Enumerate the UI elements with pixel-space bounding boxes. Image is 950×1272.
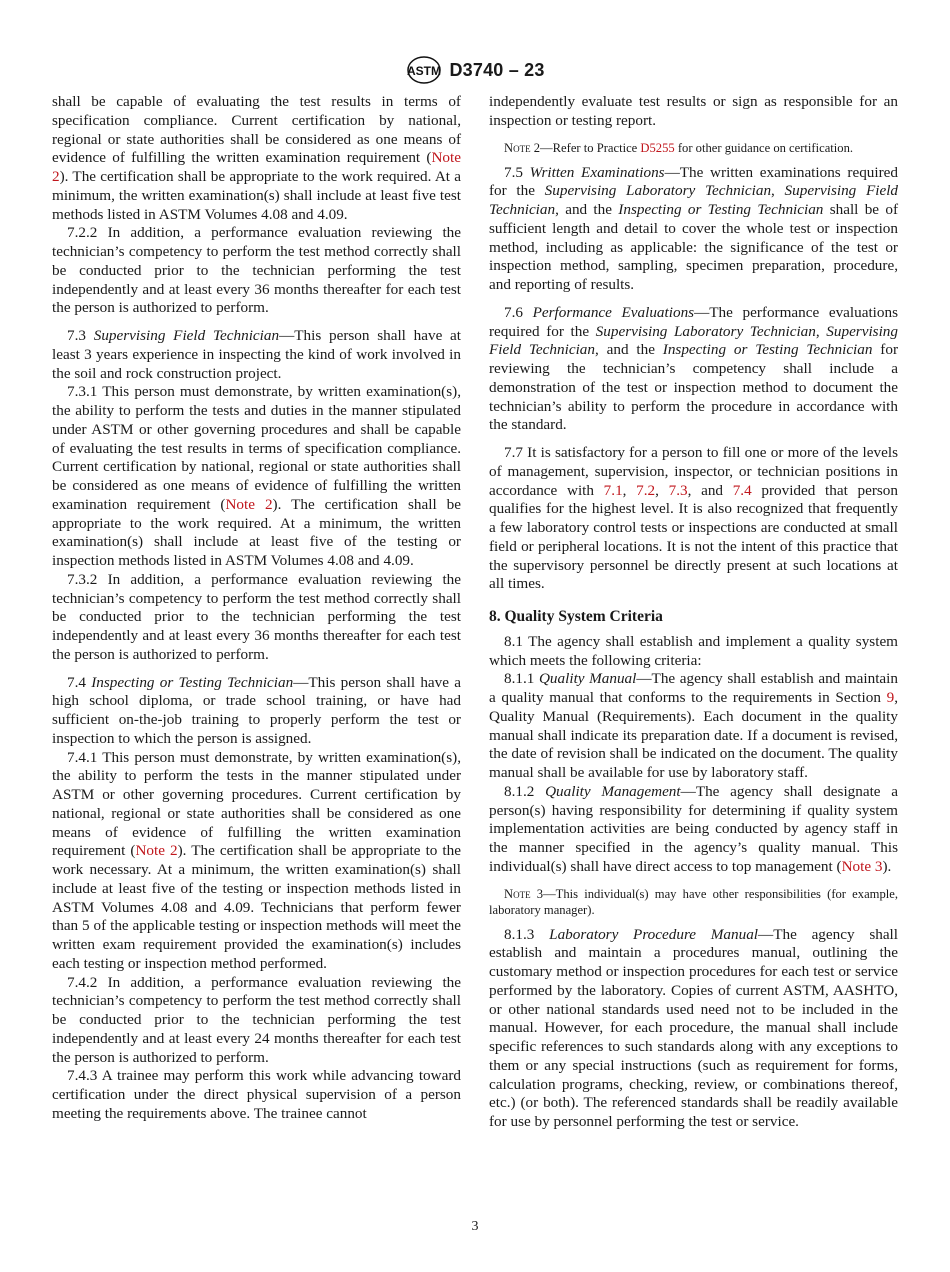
note-label: Note <box>504 886 531 901</box>
page-number: 3 <box>471 1219 479 1234</box>
paragraph <box>52 383 461 571</box>
paragraph <box>489 926 898 1132</box>
text-run: 7.3.1 This person must demonstrate, by written examination(s), the ability to perform the tests and duties in the manner stipulated under ASTM or other governing procedures and shall be capable of evaluating the test results in terms of specification compliance. Current certification by national, regional or state authorities shall be considered as one means of evidence of fulfilling the written examination requirement ( <box>52 383 461 513</box>
italic-term: Supervising Field Technician <box>489 322 898 359</box>
text-run: 3—This individual(s) may have other responsibilities (for example, laboratory manager). <box>489 886 898 917</box>
text-run: ). The certification shall be appropriate to the work required. At a minimum, the written examination(s) shall include at least five test methods listed in ASTM Volumes 4.08 and 4.09. <box>52 168 461 223</box>
cross-reference-link[interactable]: 7.1 <box>603 481 623 499</box>
left-column <box>52 93 461 1124</box>
paragraph <box>52 749 461 974</box>
italic-term: Supervising Laboratory Technician <box>544 182 772 200</box>
note <box>489 886 898 918</box>
text-run: ). <box>882 857 892 875</box>
text-run: 7.6 <box>504 303 533 321</box>
italic-term: Supervising Field Technician <box>489 182 899 218</box>
text-run: 7.4.3 A trainee may perform this work while advancing toward certification under the direct physical supervision of a person meeting the requirements above. The trainee cannot <box>52 1067 461 1122</box>
italic-term: Laboratory Procedure Manual <box>549 925 759 943</box>
cross-reference-link[interactable]: 7.2 <box>636 481 656 499</box>
italic-term: Quality Management <box>545 782 681 800</box>
text-run: , <box>771 182 785 200</box>
italic-term: Inspecting or Testing Technician <box>662 341 873 359</box>
text-run: ). The certification shall be appropriate to the work required. At a minimum, the written examination(s) shall include at least five of the testing or inspection methods listed in ASTM Volumes 4.08 and 4.09. <box>52 495 462 569</box>
text-run: —The agency shall establish and maintain a quality manual that conforms to the requirements in Section <box>489 670 898 706</box>
text-run: 7.3 <box>67 327 94 344</box>
paragraph <box>489 164 898 295</box>
text-run: 7.4 <box>67 673 92 691</box>
cross-reference-link[interactable]: 9 <box>886 689 895 706</box>
paragraph <box>52 224 461 318</box>
text-run: 7.4.2 In addition, a performance evaluation reviewing the technician’s competency to perform the test method correctly shall be conducted prior to the technician performing the test independently and at least every 24 months thereafter for each test the person is authorized to perform. <box>52 973 461 1066</box>
italic-term: Quality Manual <box>538 670 637 688</box>
text-run: 7.4.1 This person must demonstrate, by written examination(s), the ability to perform the tests in the manner stipulated under ASTM or other governing procedures. Current certification by national, regional or state authorities shall be considered as one means of evidence of fulfilling the written examination requirement ( <box>52 748 461 860</box>
text-run: 8.1.2 <box>504 782 546 800</box>
paragraph <box>52 1067 461 1123</box>
text-run: —This person shall have at least 3 years experience in inspecting the kind of work involved in the soil and rock construction project. <box>52 327 462 382</box>
paragraph <box>489 93 898 131</box>
italic-term: Performance Evaluations <box>532 303 695 321</box>
note <box>489 140 898 156</box>
text-run: for reviewing the technician’s competency shall include a demonstration of the test or inspection method to document the technician’s ability to perform the procedure in accordance with the standard. <box>489 341 899 434</box>
page-header <box>0 55 950 85</box>
text-run: provided that person qualifies for the highest level. It is also recognized that frequently a few laboratory control tests or inspections are conducted at small field or peripheral locations. It is not the intent of this practice that the supervisory personnel be directly present at such locations at all times. <box>489 481 898 593</box>
text-run: 8.1.1 <box>504 670 539 688</box>
cross-reference-link[interactable]: Note 2 <box>52 149 461 185</box>
astm-logo-icon <box>405 55 443 85</box>
text-run: shall be capable of evaluating the test results in terms of specification compliance. Current certification by national, regional or state authorities shall be considered as one means of evidence of fulfilling the written examination requirement ( <box>52 93 461 167</box>
italic-term: Inspecting or Testing Technician <box>618 201 824 218</box>
paragraph <box>489 783 898 877</box>
paragraph <box>489 444 898 594</box>
text-run: —The agency shall designate a person(s) having responsibility for determining if quality system implementation activities are being conducted by agency staff in the manner specified in the agency’s quality manual. This individual(s) shall have direct access to top management ( <box>489 782 898 875</box>
text-run: —The agency shall establish and maintain a procedures manual, outlining the customary method or inspection procedures for each test or service performed by the laboratory. Copies of current ASTM, AASHTO, or other national standards used need not to be included in the manual. However, for each procedure, the manual shall include specific references to such standards along with any exceptions to them or any special instructions (such as requirement for forms, calculation programs, checking, review, or combinations thereof, etc.) (or both). The referenced standards shall be readily available for use by personnel performing the test or service. <box>489 925 899 1130</box>
text-run: —This person shall have a high school diploma, or trade school training, or have had sufficient on-the-job training to properly perform the test or inspection to which the person is assigned. <box>52 673 461 747</box>
paragraph <box>489 304 898 435</box>
text-run: —The performance evaluations required for the <box>489 303 899 340</box>
note-label: Note <box>504 140 531 155</box>
italic-term: Written Examinations <box>529 163 665 181</box>
text-run: 7.7 It is satisfactory for a person to fill one or more of the levels of management, supervision, inspector, or technician positions in accordance with <box>489 444 898 499</box>
svg-text:ASTM: ASTM <box>407 64 442 78</box>
paragraph <box>489 633 898 671</box>
cross-reference-link[interactable]: Note 3 <box>841 857 883 875</box>
text-run: , Quality Manual (Requirements). Each document in the quality manual shall indicate its preparation date. If a document is revised, the date of revision shall be indicated on the document. The quality manual shall be available for use by laboratory staff. <box>489 689 898 781</box>
text-run: 8. Quality System Criteria <box>489 608 663 625</box>
cross-reference-link[interactable]: D5255 <box>640 140 675 155</box>
text-run: , <box>622 481 637 499</box>
text-run: , and <box>687 481 733 499</box>
section-heading <box>489 608 898 627</box>
text-run: 7.5 <box>504 163 530 181</box>
paragraph <box>489 670 898 783</box>
paragraph <box>52 674 461 749</box>
paragraph <box>52 974 461 1068</box>
paragraph <box>52 327 461 383</box>
text-run: ). The certification shall be appropriate to the work necessary. At a minimum, the written examination(s) shall include at least five of the testing or inspection methods listed in ASTM Volumes 4.08 and 4.09. Technicians that perform fewer than 5 of the applicable testing or inspection methods will meet the written exam requirement provided the examination(s) includes each testing or inspection method performed. <box>52 842 461 972</box>
text-run: , <box>815 322 827 340</box>
cross-reference-link[interactable]: 7.3 <box>668 481 688 499</box>
italic-term: Inspecting or Testing Technician <box>91 673 294 691</box>
text-run: 7.2.2 In addition, a performance evaluation reviewing the technician’s competency to perform the test method correctly shall be conducted prior to the technician performing the test independently and at least every 36 months thereafter for each test the person is authorized to perform. <box>52 224 461 317</box>
text-run: 7.3.2 In addition, a performance evaluation reviewing the technician’s competency to perform the test method correctly shall be conducted prior to the technician performing the test independently and at least every 36 months thereafter for each test the person is authorized to perform. <box>52 570 461 663</box>
italic-term: Supervising Field Technician <box>93 327 280 344</box>
text-run: —The written examinations required for the <box>489 163 898 200</box>
text-run: , <box>655 481 669 499</box>
italic-term: Supervising Laboratory Technician <box>595 322 816 340</box>
paragraph <box>52 93 461 224</box>
text-run: independently evaluate test results or sign as responsible for an inspection or testing report. <box>489 93 898 129</box>
text-run: for other guidance on certification. <box>674 140 854 155</box>
text-run: shall be of sufficient length and detail to cover the whole test or inspection method, including as applicable: the significance of the test or inspection method, sampling, specimen preparation, procedure, and reporting of results. <box>489 201 898 293</box>
right-column <box>489 93 898 1132</box>
text-run: 2—Refer to Practice <box>530 140 641 155</box>
paragraph <box>52 571 461 665</box>
text-run: 8.1.3 <box>504 925 550 943</box>
text-run: 8.1 The agency shall establish and implement a quality system which meets the following criteria: <box>489 632 898 669</box>
text-run: , and the <box>594 341 663 359</box>
document-id: D3740 – 23 <box>449 59 545 80</box>
cross-reference-link[interactable]: 7.4 <box>732 481 752 499</box>
cross-reference-link[interactable]: Note 2 <box>135 842 178 860</box>
cross-reference-link[interactable]: Note 2 <box>225 495 273 513</box>
text-run: , and the <box>555 201 619 218</box>
